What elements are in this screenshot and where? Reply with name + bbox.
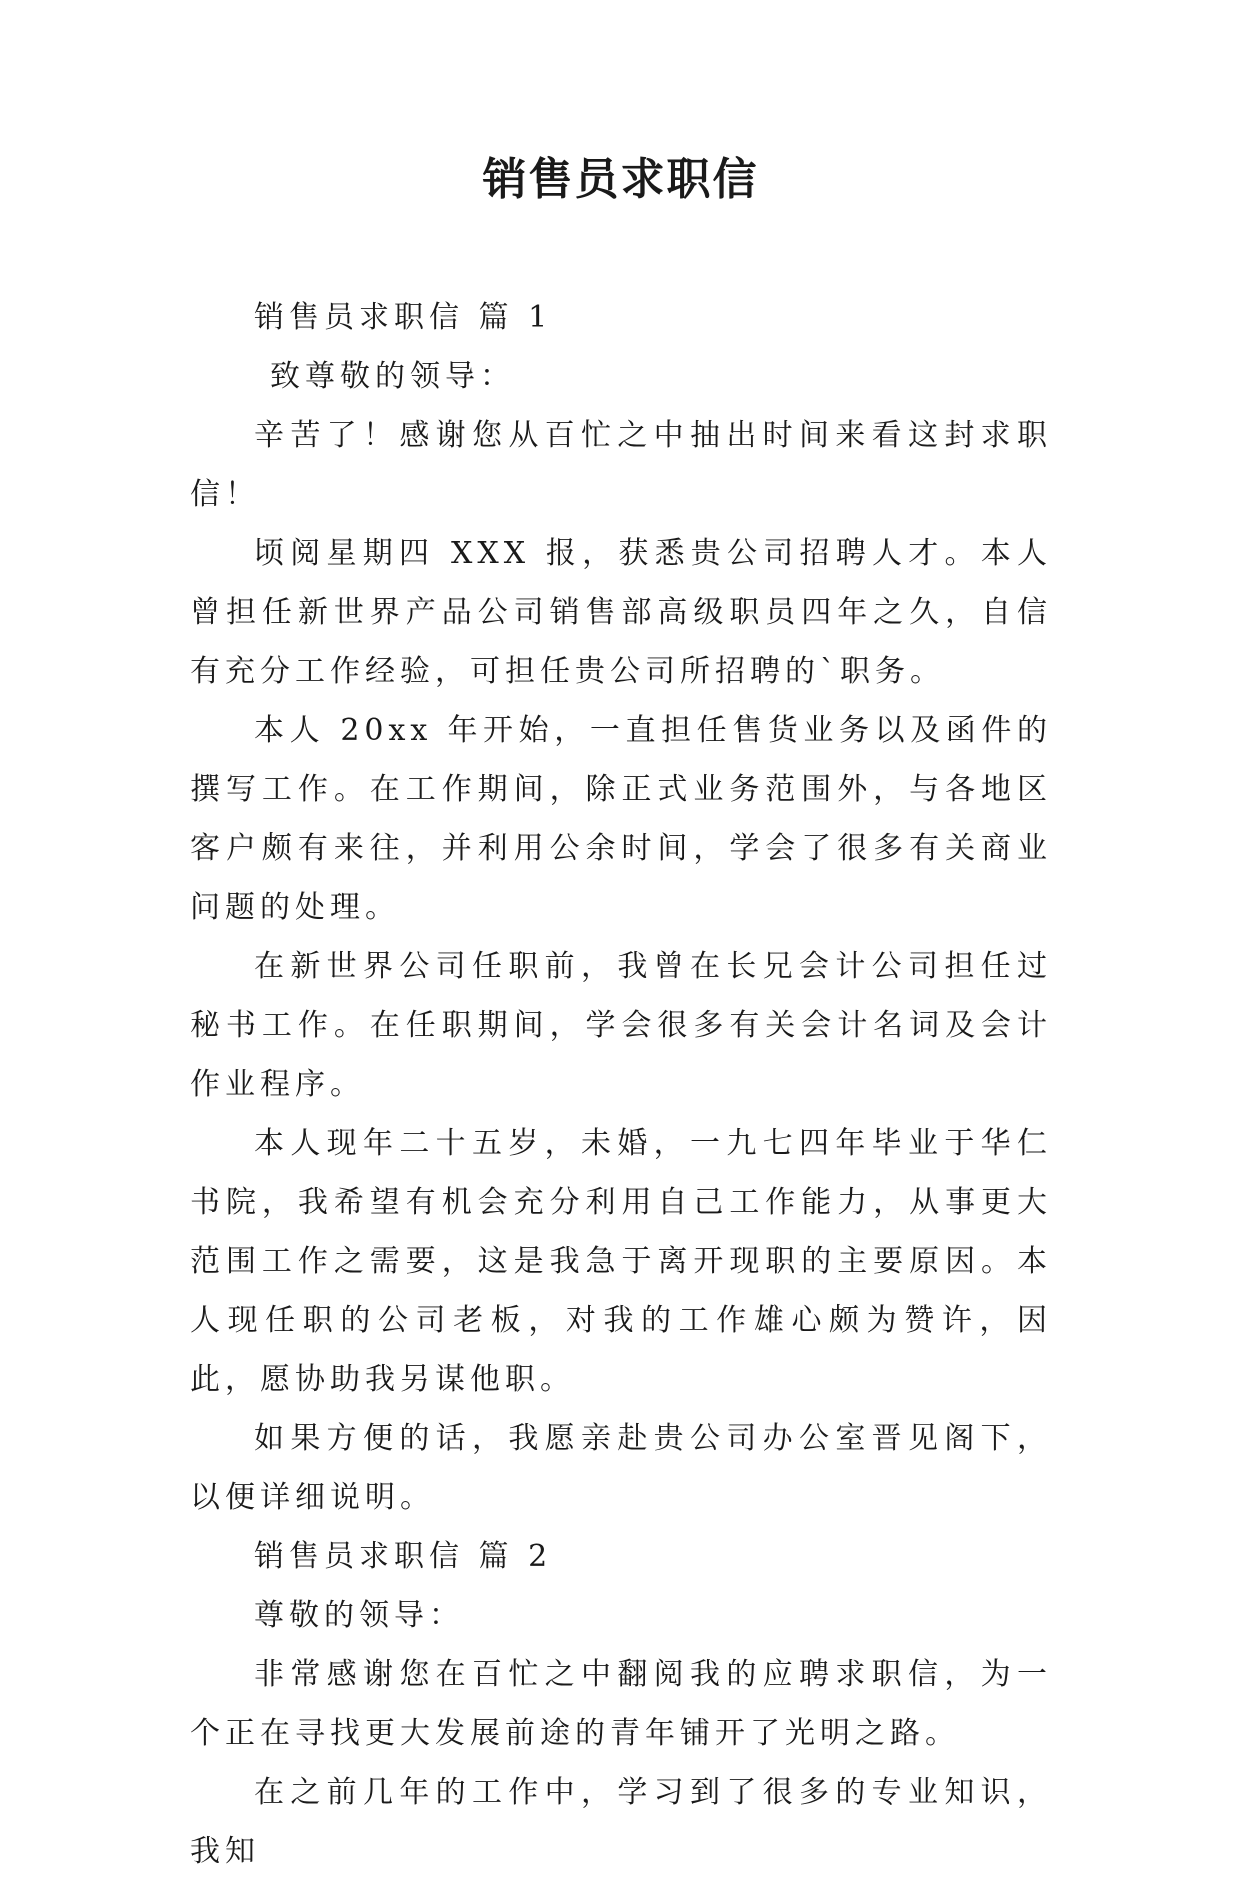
section-heading: 销售员求职信 篇 1 — [254, 300, 553, 335]
section-heading: 销售员求职信 篇 2 — [254, 1539, 553, 1574]
paragraph: 在之前几年的工作中，学习到了很多的专业知识，我知 — [190, 1775, 1052, 1869]
salutation: 尊敬的领导： — [254, 1598, 464, 1633]
document-title: 销售员求职信 — [482, 154, 759, 205]
paragraph: 本人 20xx 年开始，一直担任售货业务以及函件的撰写工作。在工作期间，除正式业务范围外，与各地区客户颇有来往，并利用公余时间，学会了很多有关商业问题的处理。 — [190, 713, 1052, 925]
paragraph: 在新世界公司任职前，我曾在长兄会计公司担任过秘书工作。在任职期间，学会很多有关会计名词及会计作业程序。 — [190, 949, 1052, 1102]
paragraph: 辛苦了！感谢您从百忙之中抽出时间来看这封求职信！ — [190, 418, 1052, 512]
paragraph: 本人现年二十五岁，未婚，一九七四年毕业于华仁书院，我希望有机会充分利用自己工作能力，从事更大范围工作之需要，这是我急于离开现职的主要原因。本人现任职的公司老板，对我的工作雄心颇为赞许，因此，愿协助我另谋他职。 — [190, 1126, 1052, 1397]
salutation: 致尊敬的领导： — [270, 359, 515, 394]
paragraph: 如果方便的话，我愿亲赴贵公司办公室晋见阁下，以便详细说明。 — [190, 1421, 1052, 1515]
document-body — [190, 288, 1052, 1881]
paragraph: 顷阅星期四 XXX 报，获悉贵公司招聘人才。本人曾担任新世界产品公司销售部高级职员四年之久，自信有充分工作经验，可担任贵公司所招聘的`职务。 — [190, 536, 1052, 689]
paragraph: 非常感谢您在百忙之中翻阅我的应聘求职信，为一个正在寻找更大发展前途的青年铺开了光明之路。 — [190, 1657, 1052, 1751]
